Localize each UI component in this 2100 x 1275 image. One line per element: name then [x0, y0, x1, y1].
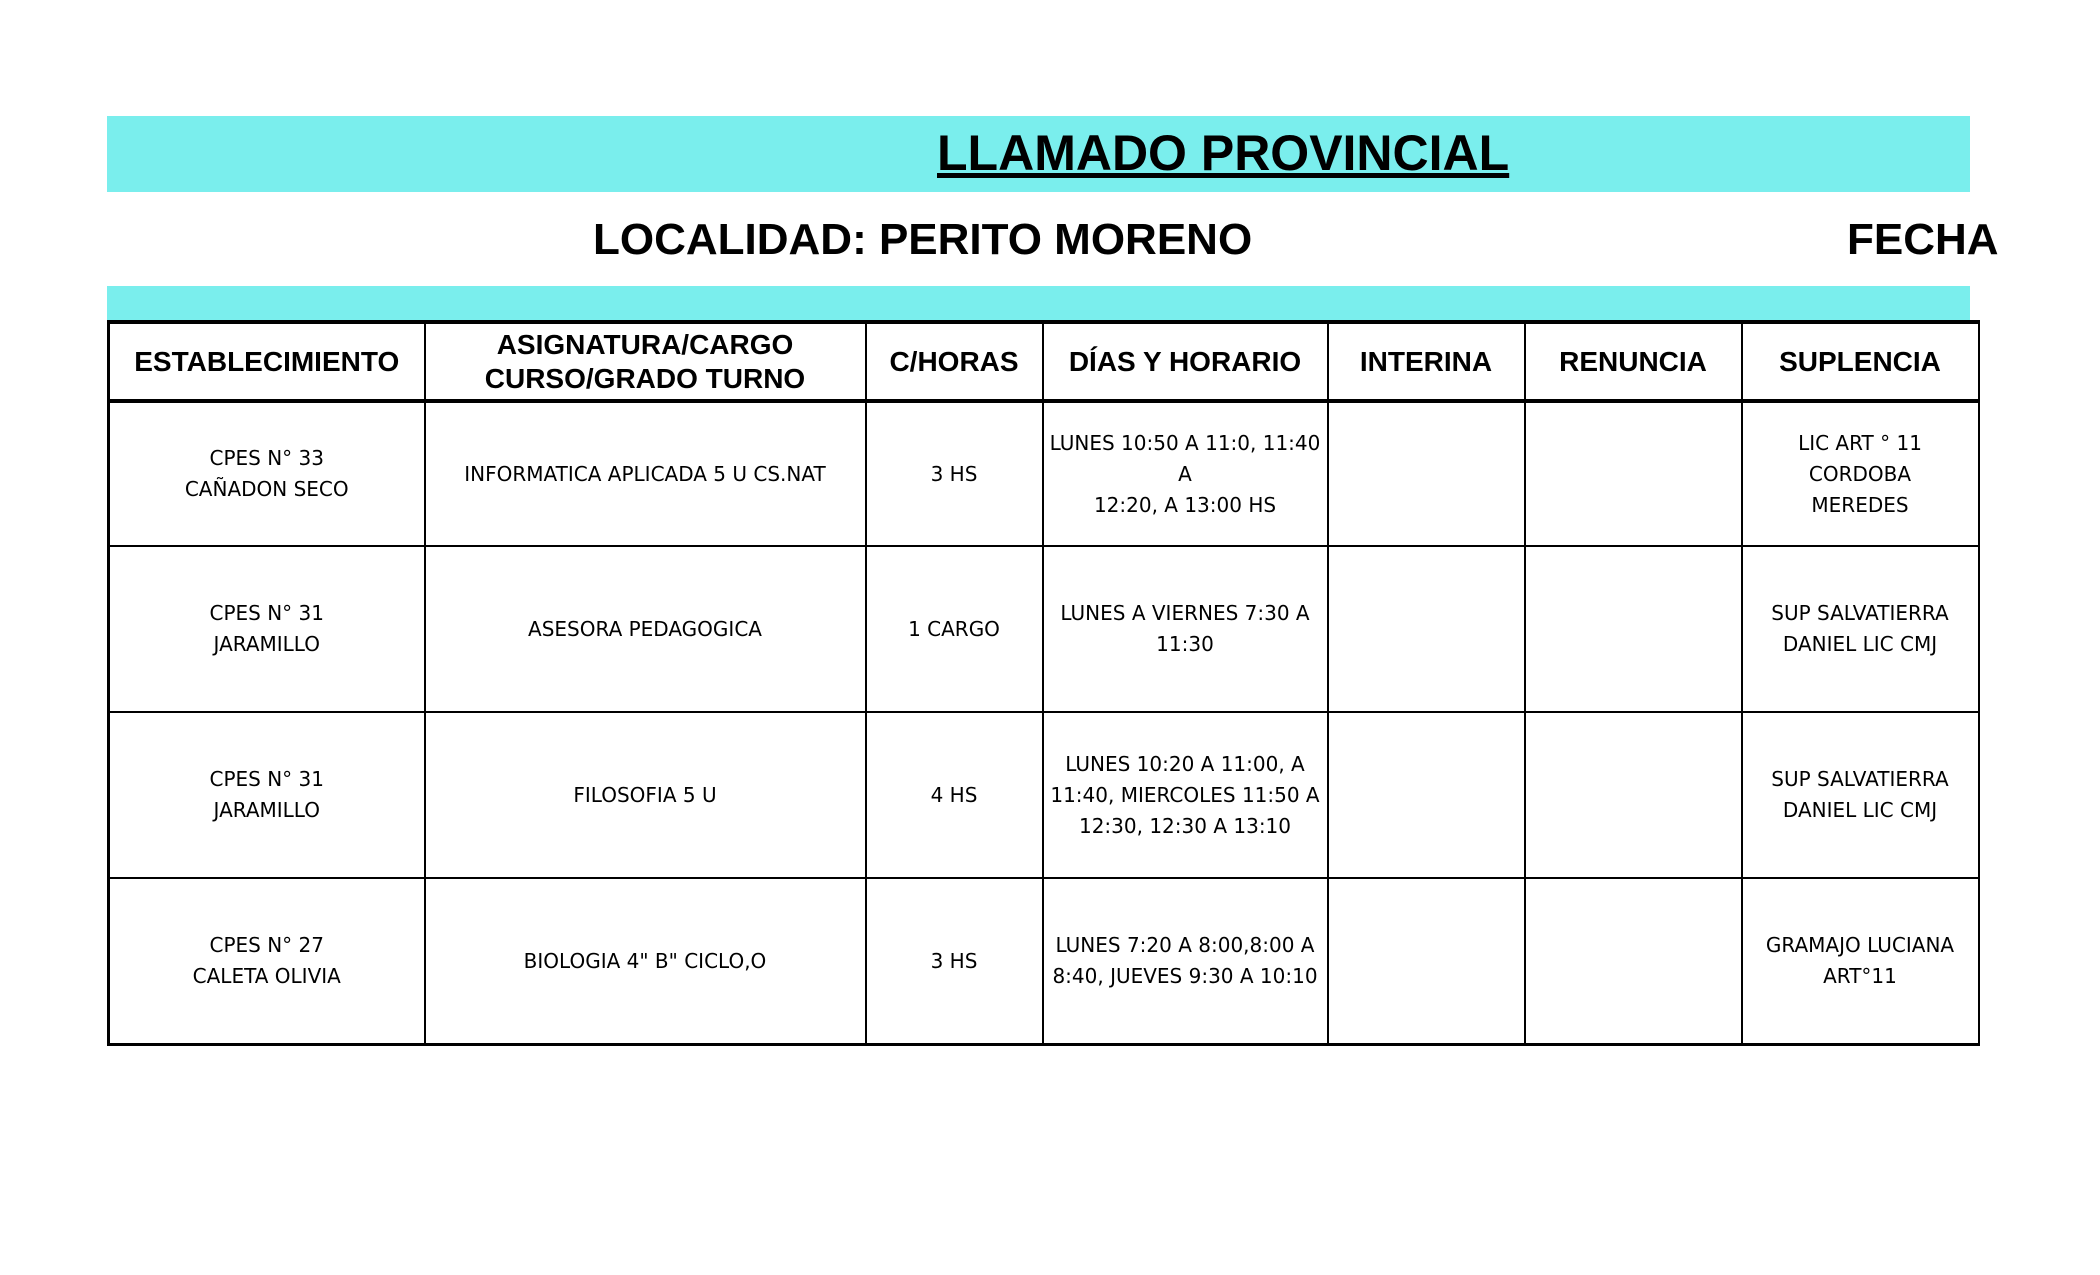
suplencia-cell: [1742, 712, 1979, 878]
establecimiento-cell-line: CPES N° 33: [209, 446, 324, 470]
horas-cell: 1 CARGO: [866, 546, 1043, 712]
horas-cell: 4 HS: [866, 712, 1043, 878]
column-header: SUPLENCIA: [1742, 322, 1979, 401]
horas-cell: 3 HS: [866, 878, 1043, 1045]
establecimiento-cell-line: JARAMILLO: [213, 632, 320, 656]
dias-cell: [1043, 712, 1328, 878]
establecimiento-cell-line: CAÑADON SECO: [184, 477, 349, 501]
establecimiento-cell: [109, 546, 425, 712]
dias-cell-line: 11:30: [1156, 632, 1214, 656]
page-title: LLAMADO PROVINCIAL: [937, 125, 1510, 181]
establecimiento-cell: [109, 878, 425, 1045]
suplencia-cell-line: ART°11: [1823, 964, 1897, 988]
suplencia-cell: [1742, 546, 1979, 712]
establecimiento-cell: [109, 401, 425, 546]
column-header: INTERINA: [1328, 322, 1525, 401]
renuncia-cell: [1525, 401, 1742, 546]
suplencia-cell-line: DANIEL LIC CMJ: [1782, 798, 1938, 822]
dias-cell-line: 8:40, JUEVES 9:30 A 10:10: [1052, 964, 1318, 988]
asignatura-cell: BIOLOGIA 4" B" CICLO,O: [425, 878, 866, 1045]
dias-cell-line: LUNES A VIERNES 7:30 A: [1060, 601, 1310, 625]
interina-cell: [1328, 546, 1525, 712]
establecimiento-cell-line: CPES N° 31: [209, 601, 324, 625]
dias-cell: [1043, 546, 1328, 712]
dias-cell-line: LUNES 7:20 A 8:00,8:00 A: [1055, 933, 1315, 957]
interina-cell: [1328, 401, 1525, 546]
establecimiento-cell-line: CPES N° 27: [209, 933, 324, 957]
suplencia-cell-line: SUP SALVATIERRA: [1771, 767, 1949, 791]
suplencia-cell: [1742, 878, 1979, 1045]
dias-cell: [1043, 401, 1328, 546]
table-row: [109, 401, 1979, 546]
renuncia-cell: [1525, 546, 1742, 712]
fecha-label: FECHA: [1847, 215, 1999, 264]
suplencia-cell-line: SUP SALVATIERRA: [1771, 601, 1949, 625]
suplencia-cell-line: GRAMAJO LUCIANA: [1765, 933, 1955, 957]
asignatura-cell: INFORMATICA APLICADA 5 U CS.NAT: [425, 401, 866, 546]
dias-cell-line: LUNES 10:20 A 11:00, A: [1065, 751, 1305, 776]
horas-cell: 3 HS: [866, 401, 1043, 546]
establecimiento-cell: [109, 712, 425, 878]
separator-band: [107, 286, 1970, 320]
suplencia-cell-line: LIC ART ° 11 CORDOBA: [1798, 430, 1922, 486]
establecimiento-cell-line: JARAMILLO: [213, 798, 320, 822]
suplencia-cell: [1742, 401, 1979, 546]
column-header: ESTABLECIMIENTO: [109, 322, 425, 401]
document-sheet: [107, 0, 1999, 1275]
vacancy-table: [107, 320, 1980, 1046]
dias-cell: [1043, 878, 1328, 1045]
localidad-label: LOCALIDAD: PERITO MORENO: [593, 215, 1253, 264]
renuncia-cell: [1525, 878, 1742, 1045]
suplencia-cell-line: MEREDES: [1811, 492, 1909, 517]
establecimiento-cell-line: CALETA OLIVIA: [192, 964, 341, 988]
dias-cell-line: 12:30, 12:30 A 13:10: [1078, 813, 1292, 838]
dias-cell-line: LUNES 10:50 A 11:0, 11:40 A: [1049, 430, 1321, 486]
dias-cell-line: 12:20, A 13:00 HS: [1093, 492, 1277, 517]
asignatura-cell: ASESORA PEDAGOGICA: [425, 546, 866, 712]
renuncia-cell: [1525, 712, 1742, 878]
table-row: [109, 546, 1979, 712]
column-header: C/HORAS: [866, 322, 1043, 401]
suplencia-cell-line: DANIEL LIC CMJ: [1782, 632, 1938, 656]
asignatura-cell: FILOSOFIA 5 U: [425, 712, 866, 878]
interina-cell: [1328, 712, 1525, 878]
table-header-row: [109, 322, 1979, 401]
establecimiento-cell-line: CPES N° 31: [209, 767, 324, 791]
interina-cell: [1328, 878, 1525, 1045]
table-row: [109, 712, 1979, 878]
dias-cell-line: 11:40, MIERCOLES 11:50 A: [1050, 782, 1320, 807]
column-header: ASIGNATURA/CARGO CURSO/GRADO TURNO: [425, 322, 866, 401]
table-row: [109, 878, 1979, 1045]
column-header: RENUNCIA: [1525, 322, 1742, 401]
column-header: DÍAS Y HORARIO: [1043, 322, 1328, 401]
